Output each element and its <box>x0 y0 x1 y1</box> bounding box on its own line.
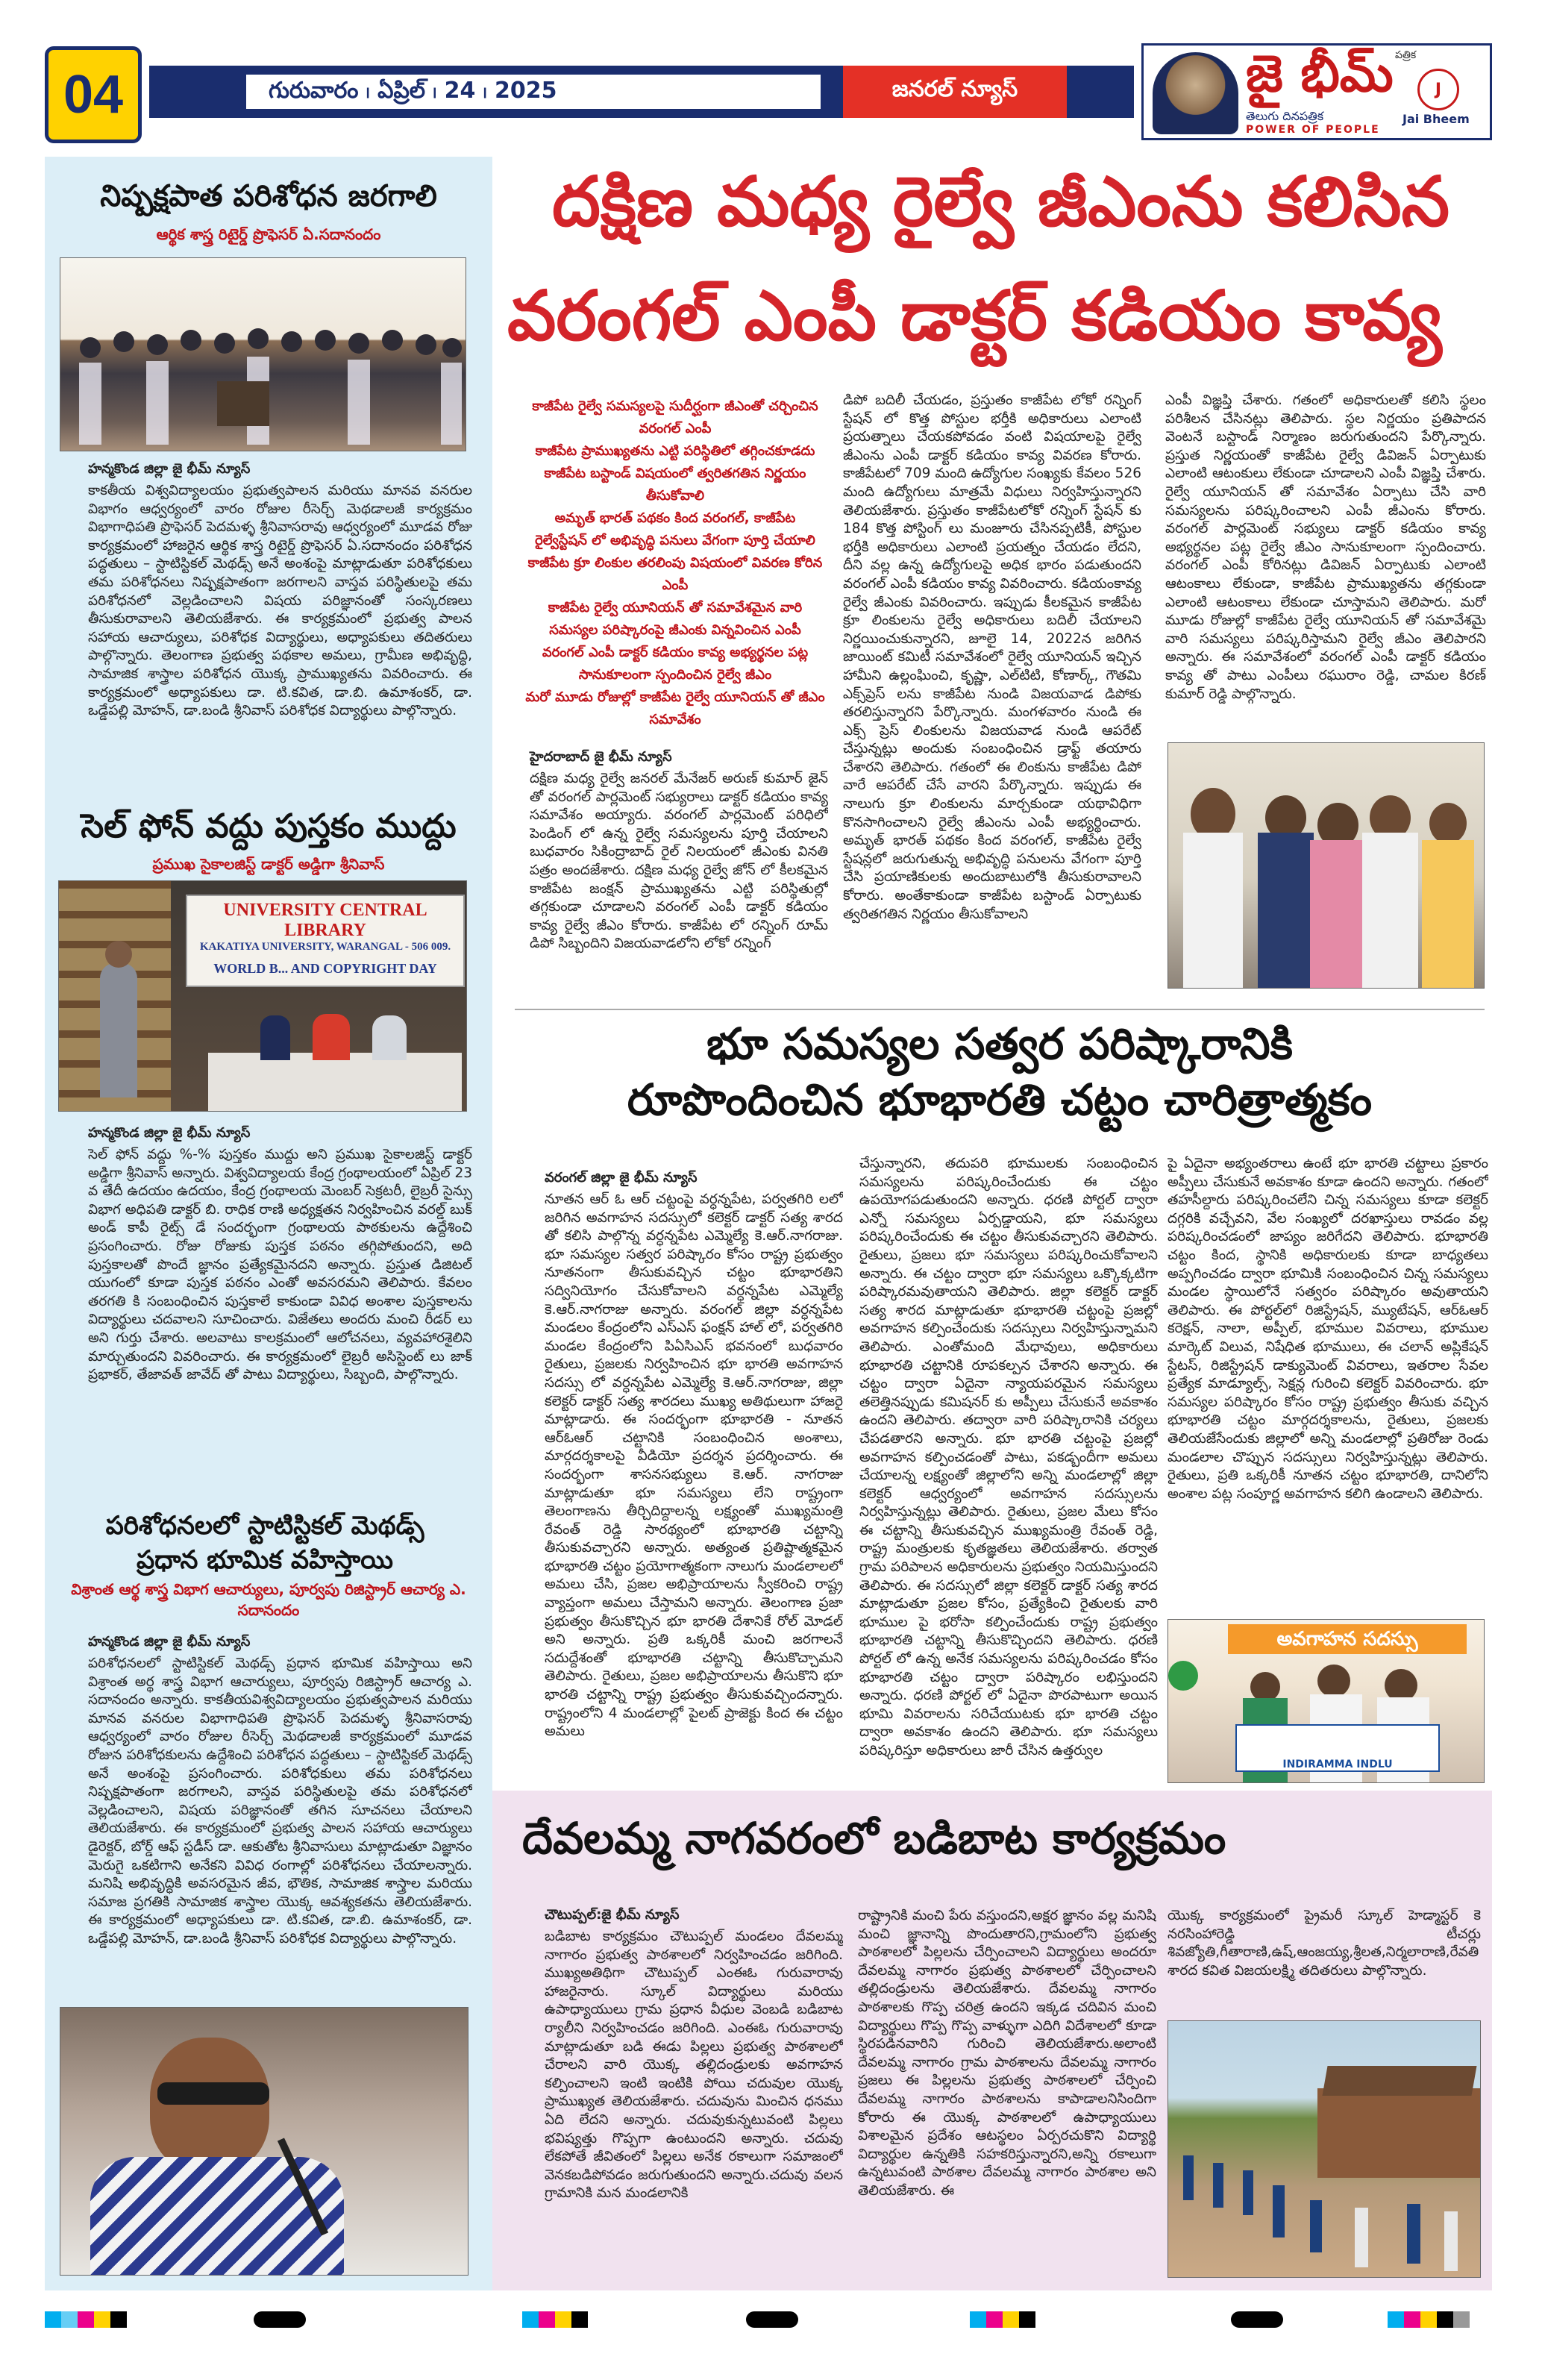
lead-col3: ఎంపీ విజ్ఞప్తి చేశారు. గతంలో అధికారులతో కలిసి స్థలం పరిశీలన చేసినట్లు తెలిపారు. స్థల నిర్ణయం ప్రతిపాదన వెంటనే బస్టాండ్ నిర్మాణం జరుగుతుందని పేర్కొన్నారు. ప్రస్తుత నిర్ణయంతో కాజీపేట రైల్వే డివిజన్ ఏర్పాటుకు ఎలాంటి ఆటంకులు లేకుండా చూడాలని ఎంపీ విజ్ఞప్తి చేశారు. రైల్వే యూనియన్ తో సమావేశం ఏర్పాటు చేసి వారి సమస్యలను పరిష్కరించాలని ఎంపీ జీఎంను కోరారు. వరంగల్ పార్లమెంట్ సభ్యులు డాక్టర్ కడియం కావ్య అభ్యర్థనల పట్ల రైల్వే జీఎం సానుకూలంగా స్పందించారు. వరంగల్ ఎంపీ కోరినట్లు డివిజన్ ఏర్పాటుకు ఎలాంటి ఆటంకాలు లేకుండా, కాజీపేట ప్రాముఖ్యతను తగ్గకుండా ఎలాంటి ఆటంకాలు లేకుండా చూస్తామని తెలిపారు. మరో మూడు రోజుల్లో కాజీపేట రైల్వే యూనియన్ తో సమావేశమై వారి సమస్యలు పరిష్కరిస్తామని రైల్వే జీఎం తెలిపారని అన్నారు. ఈ సమావేశంలో వరంగల్ ఎంపీ డాక్టర్ కడియం కావ్య తో పాటు ఎంపీలు రఘురాం రెడ్డి, చామల కిరణ్ కుమార్ రెడ్డి పాల్గొన్నారు. <box>1165 392 1486 702</box>
third-col1: బడిబాట కార్యక్రమం చౌటుప్పల్ మండలం దేవలమ్మ నాగారం ప్రభుత్వ పాఠశాలలో నిర్వహించడం జరిగింది. ముఖ్యఅతిథిగా చౌటుప్పల్ ఎంఈఓ గురువారావు హాజరైనారు. స్కూల్ విద్యార్థులు మరియు ఉపాధ్యాయులు గ్రామ ప్రధాన వీధుల వెంబడి బడిబాట ర్యాలీని నిర్వహించడం జరిగింది. ఎంఈఓ గురువారావు మాట్లాడుతూ బడి ఈడు పిల్లలు ప్రభుత్వ పాఠశాలలో చేరాలని వారి యొక్క తల్లిదండ్రులకు అవగాహన కల్పించాలని ఇంటి ఇంటికి పోయి చదువుల యొక్క ప్రాముఖ్యత తెలియజేశారు. చదువును మించిన ధనము ఏది లేదని అన్నారు. చదువుకున్నటువంటి పిల్లలు భవిష్యత్తు గొప్పగా ఉంటుందని అన్నారు. చదువు లేకపోతే జీవితంలో పిల్లలు అనేక రకాలుగా సమాజంలో వెనకబడిపోవడం జరుగుతుందని అన్నారు.చదువు వలన గ్రామానికి మన మండలానికి <box>545 1929 843 2202</box>
sidebar-story3-dateline: హన్మకొండ జిల్లా జై భీమ్ న్యూస్ <box>88 1634 251 1650</box>
color-bar-end <box>1388 2311 1470 2331</box>
divider <box>515 1009 1485 1010</box>
sidebar-story1-byline: ఆర్థిక శాస్త్ర రిటైర్డ్ ప్రొఫెసర్ ఏ.సదానందం <box>156 225 381 243</box>
masthead-badge-label: Jai Bheem <box>1402 112 1470 126</box>
kicker-line: కాజీపేట రైల్వే సమస్యలపై సుదీర్ఘంగా జీఎంతో చర్చించిన వరంగల్ ఎంపీ <box>532 398 818 436</box>
issue-date: గురువారం ၊ ఏప్రిల్ ၊ 24 ၊ 2025 <box>269 77 557 104</box>
masthead-logo: జై భీమ్ <box>1246 45 1394 104</box>
second-headline-line2: రూపొందించిన భూభారతి చట్టం చారిత్రాత్మకం <box>627 1074 1373 1125</box>
registration-mark <box>746 2311 798 2328</box>
masthead-badge-icon: J <box>1417 69 1459 110</box>
mp-meets-gm-photo <box>1168 742 1485 989</box>
masthead-sub: తెలుగు దినపత్రిక <box>1246 109 1324 123</box>
sidebar-story2-body: సెల్ ఫోన్ వద్దు %-% పుస్తకం ముద్దు అని ప్రముఖ సైకాలజిస్ట్ డాక్టర్ అడ్డిగా శ్రీనివాస్ అన్నారు. విశ్వవిద్యాలయ కేంద్ర గ్రంథాలయంలో ఏప్రిల్ 23 వ తేదీ ఉదయం ఉదయం, కేంద్ర గ్రంథాలయ మెంబర్ సెక్రటరీ, లైబ్రరీ సైన్సు విభాగ అధిపతి డాక్టర్ బి. రాధిక రాణి అధ్యక్షతన నిర్వహించిన వరల్డ్ బుక్ అండ్ కాపీ రైట్స్ డే సందర్భంగా గ్రంథాలయ పాఠకులను ఉద్దేశించి ప్రసంగించారు. రోజు రోజుకు పుస్తక పఠనం తగ్గిపోతుందని, అది పుస్తకాలతో పొందే జ్ఞానం ప్రత్యేకమైనదని అన్నారు. ప్రస్తుత డిజిటల్ యుగంలో కూడా పుస్తక పఠనం ఎంతో అవసరమని తెలిపారు. కేవలం తరగతి కి సంబంధించిన పుస్తకాలే కాకుండా వివిధ అంశాల పుస్తకాలను విద్యార్థులు చదవాలని సూచించారు. విజేతలు అందరు మంచి రీడర్ లు అని గుర్తు చేశారు. అలవాటు కాలక్రమంలో ఆలోచనలు, వ్యవహారశైలిని మార్చుతుందని వివరించారు. ఈ కార్యక్రమంలో లైబ్రరీ అసిస్టెంట్ లు జాక్ ప్రభాకర్, తేజావత్ జావేద్ తో పాటు విద్యార్థులు, సిబ్బంది, పాల్గొన్నారు. <box>88 1147 472 1383</box>
kicker-line: వరంగల్ ఎంపీ డాక్టర్ కడియం కావ్య అభ్యర్థనల పట్ల సానుకూలంగా స్పందించిన రైల్వే జీఎం <box>542 645 809 683</box>
lead-dateline: హైదరాబాద్ జై భీమ్ న్యూస్ <box>530 749 672 765</box>
second-col2: చేస్తున్నారని, తదుపరి భూములకు సంబంధించిన సమస్యలను పరిష్కరించేందుకు ఈ చట్టం ఉపయోగపడుతుందని అన్నారు. ధరణి పోర్టల్ ద్వారా ఎన్నో సమస్యలు ఏర్పడ్డాయని, భూ సమస్యలు పరిష్కరించేందుకు ఈ చట్టం తీసుకువచ్చారని తెలిపారు. రైతులు, ప్రజలు భూ సమస్యలు పరిష్కరించుకోవాలని అన్నారు. ఈ చట్టం ద్వారా భూ సమస్యలు ఒక్కొక్కటిగా పరిష్కారమవుతాయని తెలిపారు. జిల్లా కలెక్టర్ డాక్టర్ సత్య శారద మాట్లాడుతూ భూభారతి చట్టంపై ప్రజల్లో అవగాహన కల్పించేందుకు సదస్సులు నిర్వహిస్తున్నామని తెలిపారు. ఎంతోమంది మేధావులు, అధికారులు భూభారతి చట్టానికి రూపకల్పన చేశారని అన్నారు. ఈ చట్టం ద్వారా ఏదైనా న్యాయపరమైన సమస్యలు తలెత్తినప్పుడు కమిషనర్ కు అప్పీలు చేసుకునే అవకాశం ఉందని తెలిపారు. తద్వారా వారి పరిష్కారానికి చర్యలు చేపడతారని అన్నారు. భూ భారతి చట్టంపై ప్రజల్లో అవగాహన కల్పించడంతో పాటు, పకడ్బందీగా అమలు చేయాలన్న లక్ష్యంతో జిల్లాలోని అన్ని మండలాల్లో జిల్లా కలెక్టర్ ఆధ్వర్యంలో అవగాహన సదస్సులను నిర్వహిస్తున్నట్లు తెలిపారు. రైతులు, ప్రజల మేలు కోసం ఈ చట్టాన్ని తీసుకువచ్చిన ముఖ్యమంత్రి రేవంత్ రెడ్డి, రాష్ట్ర మంత్రులకు కృతజ్ఞతలు తెలియజేశారు. తర్వాత గ్రామ పరిపాలన అధికారులను ప్రభుత్వం నియమిస్తుందని తెలిపారు. ఈ సదస్సులో జిల్లా కలెక్టర్ డాక్టర్ సత్య శారద మాట్లాడుతూ ప్రజల కోసం, ప్రత్యేకించి రైతులకు వారి భూముల పై భరోసా కల్పించేందుకు రాష్ట్ర ప్రభుత్వం భూభారతి చట్టాన్ని తీసుకొచ్చిందని తెలిపారు. ధరణి పోర్టల్ లో ఉన్న అనేక సమస్యలను పరిష్కరించడం కోసం భూభారతి చట్టం ద్వారా పరిష్కారం లభిస్తుందని అన్నారు. ధరణి పోర్టల్ లో ఏదైనా పొరపాటుగా అయిన భూమి వివరాలను సరిచేయుటకు భూ భారతి చట్టం ద్వారా అవకాశం ఉందని తెలిపారు. భూ సమస్యలు పరిష్కరిస్తూ అధికారులు జారీ చేసిన ఉత్తర్వుల <box>859 1156 1158 1759</box>
library-banner-title: UNIVERSITY CENTRAL LIBRARY <box>223 901 427 940</box>
library-banner-event: WORLD B... AND COPYRIGHT DAY <box>213 961 437 976</box>
sidebar-story2-headline: సెల్ ఫోన్ వద్దు పుస్తకం ముద్దు <box>81 807 457 845</box>
sidebar-story3-headline: పరిశోధనలలో స్టాటిస్టికల్ మెథడ్స్ ప్రధాన భూమిక వహిస్తాయి <box>105 1511 424 1575</box>
registration-mark <box>1231 2311 1283 2328</box>
sidebar-story1-headline: నిష్పక్షపాత పరిశోధన జరగాలి <box>100 179 437 213</box>
kicker-line: అమృత్ భారత్ పథకం కింద వరంగల్, కాజీపేట <box>554 510 796 526</box>
cheque-distribution-photo <box>1168 1619 1485 1783</box>
lead-kicker <box>522 395 828 731</box>
sidebar-story3-byline: విశ్రాంత ఆర్థ శాస్త్ర విభాగ ఆచార్యులు, పూర్వపు రిజిస్ట్రార్ ఆచార్య ఎ. సదానందం <box>71 1580 466 1619</box>
library-event-photo <box>58 880 467 1112</box>
ambedkar-portrait-icon <box>1153 52 1238 134</box>
lead-headline-line1: దక్షిణ మధ్య రైల్వే జీఎంను కలిసిన <box>552 162 1450 242</box>
page-number: 04 <box>45 46 142 143</box>
cheque-label: INDIRAMMA INDLU <box>1235 1724 1440 1772</box>
masthead-english: POWER OF PEOPLE <box>1246 124 1380 136</box>
third-headline: దేవలమ్మ నాగవరంలో బడిబాట కార్యక్రమం <box>522 1813 1226 1864</box>
library-banner-subtitle: KAKATIYA UNIVERSITY, WARANGAL - 506 009. <box>199 941 451 953</box>
lead-col2: డిపో బదిలీ చేయడం, ప్రస్తుతం కాజీపేట లోకో రన్నింగ్ స్టేషన్ లో కొత్త పోస్టుల భర్తీకి అధికారులు ఎలాంటి ప్రయత్నాలు చేయకపోవడం వంటి విషయాలపై రైల్వే జీఎంను ఎంపీ డాక్టర్ కడియం కావ్య వివరణ కోరారు. కాజీపేటలో 709 మంది ఉద్యోగుల సంఖ్యకు కేవలం 526 మంది ఉద్యోగులు మాత్రమే విధులు నిర్వహిస్తున్నారని తెలియజేశారు. ప్రస్తుతం కాజీపేటలోకో రన్నింగ్ స్టేషన్ కు 184 కొత్త పోస్టింగ్ లు మంజూరు చేసినప్పటికీ, పోస్టుల భర్తీకి అధికారులు ఎలాంటి ప్రయత్నం చేయడం లేదని, దీని వల్ల ఉన్న ఉద్యోగులపై అధిక భారం పడుతుందని వరంగల్ ఎంపీ కడియం కావ్య వివరించారు. కడియంకావ్య రైల్వే జీఎంకు వివరించారు. ఇప్పుడు కీలకమైన కాజీపేట క్రూ లింకులను రైల్వే అధికారులు బదిలీ చేయాలని నిర్ణయించుకున్నారని, జూలై 14, 2022న జరిగిన జాయింట్ కమిటీ సమావేశంలో రైల్వే యూనియన్ ఇచ్చిన హామీని ఉల్లంఘించి, కృష్ణా, ఎల్‌టిటి, కోణార్క్, గౌతమి ఎక్స్‌ప్రెస్ లను కాజీపేట నుండి విజయవాడ డిపోకు తరలిస్తున్నారని పేర్కొన్నారు. మంగళవారం నుండి ఈ ఎక్స్ ప్రెస్ లింకులను విజయవాడ నుండి ఆపరేట్ చేస్తున్నట్లు అందుకు సంబంధించిన డ్రాఫ్ట్ తయారు చేశారని తెలిపారు. గతంలో ఈ లింకును కాజీపేట డిపో వారే ఆపరేట్ చేసే వారని పేర్కొన్నారు. ఇప్పుడు ఈ నాలుగు క్రూ లింకులను మార్చకుండా యథావిధిగా కొనసాగించాలని రైల్వే జీఎంను ఎంపీ అభ్యర్థించారు. అమృత్ భారత్ పథకం కింద వరంగల్, కాజీపేట రైల్వే స్టేషన్లలో జరుగుతున్న అభివృద్ధి పనులను వేగంగా పూర్తి చేసి ప్రయాణికులకు అందుబాటులోకి తీసుకురావాలని కోరారు. అంతేకాకుండా కాజీపేట బస్టాండ్ ఏర్పాటుకు త్వరితగతిన నిర్ణయం తీసుకోవాలని <box>843 392 1141 922</box>
sidebar-story1-body: కాకతీయ విశ్వవిద్యాలయం ప్రభుత్వపాలన మరియు మానవ వనరుల విభాగం ఆధ్వర్యంలో వారం రోజుల రీసెర్చ్ మెథడాలజీ కార్యక్రమం విభాగాధిపతి ప్రొఫెసర్ పెదమళ్ళ శ్రీనివాసరావు ఆధ్వర్యంలో మూడవ రోజు కార్యక్రమంలో హాజరైన ఆర్థిక శాస్త్ర రిటైర్డ్ ప్రొఫెసర్ ఏ.సదానందం పరిశోధన పద్ధతులు – స్టాటిస్టికల్ మెథడ్స్ అనే అంశంపై మాట్లాడుతూ పరిశోధకులు తమ పరిశోధనలు నిష్పక్షపాతంగా జరగాలని వాస్తవ పరిస్థితులపై తమ పరిశోధనలో వెల్లడించాలని విషయ పరిజ్ఞానంతో సంస్కరణలు తీసుకురావాలని తెలియజేశారు. ఈ కార్యక్రమంలో ప్రభుత్వ పాలన సహాయ ఆచార్యులు, పరిశోధక విద్యార్థులు, అధ్యాపకులు తదితరులు పాల్గొన్నారు. తెలంగాణ ప్రభుత్వ పథకాల అమలు, గ్రామీణ అభివృద్ధి, సామాజిక శాస్త్రాల పరిశోధన యొక్క ప్రాముఖ్యతను వివరించారు. ఈ కార్యక్రమంలో అధ్యాపకులు డా. టి.కవిత, డా.బి. ఉమాశంకర్, డా. ఒడ్డేపల్లి మోహన్, డా.బండి శ్రీనివాస్ పరిశోధక విద్యార్థులు పాల్గొన్నారు. <box>88 483 472 719</box>
awareness-banner: అవగాహన సదస్సు <box>1228 1624 1467 1654</box>
section-label: జనరల్ న్యూస్ <box>843 66 1067 118</box>
lead-headline-line2: వరంగల్ ఎంపీ డాక్టర్ కడియం కావ్య <box>507 276 1442 356</box>
kicker-line: మరో మూడు రోజుల్లో కాజీపేట రైల్వే యూనియన్ తో జీఎం సమావేశం <box>525 689 825 727</box>
third-dateline: చౌటుప్పల్:జై భీమ్ న్యూస్ <box>545 1907 680 1923</box>
color-bar-left <box>45 2311 127 2331</box>
third-col3: యొక్క కార్యక్రమంలో ప్రైమరీ స్కూల్ హెడ్మాస్టర్ కె నరసింహారెడ్డి టీచర్లు శివజ్యోతి,గీతారాణి,ఉష్,ఆంజయ్య,శ్రీలత,నిర్మలారాణి,రేవతి శారద కవిత విజయలక్ష్మి తదితరులు పాల్గొన్నారు. <box>1168 1908 1481 1979</box>
second-headline-line1: భూ సమస్యల సత్వర పరిష్కారానికి <box>706 1018 1293 1069</box>
second-dateline: వరంగల్ జిల్లా జై భీమ్ న్యూస్ <box>545 1170 698 1186</box>
faculty-group-photo <box>60 257 466 451</box>
second-col3: పై ఏదైనా అభ్యంతరాలు ఉంటే భూ భారతి చట్టాలు ప్రకారం అప్పీలు చేసుకునే అవకాశం కూడా ఉందని అన్నారు. గతంలో తహసీల్దారు పరిష్కరించలేని చిన్న సమస్యలు కూడా కలెక్టర్ దగ్గరికి వచ్చేవని, వేల సంఖ్యలో దరఖాస్తులు రావడం వల్ల పరిష్కరించడంలో జాప్యం జరిగేదని తెలిపారు. భూభారతి చట్టం కింద, స్థానికి అధికారులకు కూడా బాధ్యతలు అప్పగించడం ద్వారా భూమికి సంబంధించిన చిన్న సమస్యలు మండల స్థాయిలోనే సత్వరం పరిష్కారం అవుతాయని తెలిపారు. ఈ పోర్టల్‌లో రిజిస్ట్రేషన్, మ్యుటేషన్, ఆర్ఓఆర్ కరెక్షన్, నాలా, అప్పీల్, భూముల వివరాలు, భూముల మార్కెట్ విలువ, నిషేధిత భూములు, ఈ చలాన్ అప్లికేషన్ స్టేటస్, రిజిస్ట్రేషన్ డాక్యుమెంట్ వివరాలు, ఇతరాల సేవల ప్రత్యేక మాడ్యూల్స్, సెక్షన్ల గురించి కలెక్టర్ వివరించారు. భూ సమస్యల పరిష్కారం కోసం రాష్ట్ర ప్రభుత్వం తీసుకు వచ్చిన భూభారతి చట్టం మార్గదర్శకాలను, రైతులు, ప్రజలకు తెలియజేసేందుకు జిల్లాలో అన్ని మండలాల్లో ప్రతిరోజు రెండు మండలాల చొప్పున సదస్సులు నిర్వహిస్తున్నట్లు తెలిపారు. రైతులు, ప్రతి ఒక్కరికీ నూతన చట్టం భూభారతి, దానిలోని అంశాల పట్ల సంపూర్ణ అవగాహన కలిగి ఉండాలని తెలిపారు. <box>1168 1156 1488 1502</box>
sidebar-story2-byline: ప్రముఖ సైకాలజిస్ట్ డాక్టర్ అడ్డిగా శ్రీనివాస్ <box>152 855 385 873</box>
second-col1: నూతన ఆర్ ఓ ఆర్ చట్టంపై వర్ధన్నపేట, పర్వతగిరి లలో జరిగిన అవగాహన సదస్సులో కలెక్టర్ డాక్టర్ సత్య శారద తో కలిసి పాల్గొన్న వర్ధన్నపేట ఎమ్మెల్యే కె.ఆర్.నాగరాజు. భూ సమస్యల సత్వర పరిష్కారం కోసం రాష్ట్ర ప్రభుత్వం నూతనంగా తీసుకువచ్చిన చట్టం భూభారతిని సద్వినియోగం చేసుకోవాలని వర్ధన్నపేట ఎమ్మెల్యే కె.ఆర్.నాగరాజు అన్నారు. వరంగల్ జిల్లా వర్ధన్నపేట మండలం కేంద్రంలోని ఎస్ఎస్ ఫంక్షన్ హాల్ లో, పర్వతగిరి మండల కేంద్రంలోని పిఏసిఎస్ భవనంలో బుధవారం రైతులు, ప్రజలకు నిర్వహించిన భూ భారతి అవగాహన సదస్సు లో వర్ధన్నపేట ఎమ్మెల్యే కె.ఆర్.నాగరాజు, జిల్లా కలెక్టర్ డాక్టర్ సత్య శారదలు ముఖ్య అతిథులుగా హాజరై మాట్లాడారు. ఈ సందర్భంగా భూభారతి - నూతన ఆర్ఓఆర్ చట్టానికి సంబంధించిన అంశాలు, మార్గదర్శకాలపై వీడియో ప్రదర్శన ప్రదర్శించారు. ఈ సందర్భంగా శాసనసభ్యులు కె.ఆర్. నాగరాజు మాట్లాడుతూ భూ సమస్యలు లేని రాష్ట్రంగా తెలంగాణను తీర్చిదిద్దాలన్న లక్ష్యంతో ముఖ్యమంత్రి రేవంత్ రెడ్డి సారథ్యంలో భూభారతి చట్టాన్ని తీసుకువచ్చారని అన్నారు. అత్యంత ప్రతిష్టాత్మకమైన భూభారతి చట్టం ప్రయోగాత్మకంగా నాలుగు మండలాలలో అమలు చేసి, ప్రజల అభిప్రాయాలను స్వీకరించి రాష్ట్ర వ్యాప్తంగా అమలు చేస్తామని అన్నారు. తెలంగాణ ప్రజా ప్రభుత్వం తీసుకొచ్చిన భూ భారతి దేశానికే రోల్ మోడల్ అని అన్నారు. ప్రతి ఒక్కరికీ మంచి జరగాలనే సదుద్దేశంతో భూభారతి చట్టాన్ని తీసుకొచ్చామని తెలిపారు. రైతులు, ప్రజల అభిప్రాయాలను తీసుకొని భూ భారతి చట్టాన్ని రాష్ట్ర ప్రభుత్వం తీసుకువచ్చిందన్నారు. రాష్ట్రంలోని 4 మండలాల్లో పైలట్ ప్రాజెక్టు కింద ఈ చట్టం అమలు <box>545 1191 843 1740</box>
color-bar-right <box>970 2311 1035 2331</box>
lead-col1: దక్షిణ మధ్య రైల్వే జనరల్ మేనేజర్ అరుణ్ కుమార్ జైన్ తో వరంగల్ పార్లమెంట్ సభ్యురాలు డాక్టర్ కడియం కావ్య సమావేశం అయ్యారు. వరంగల్ పార్లమెంట్ పరిధిలో పెండింగ్ లో ఉన్న రైల్వే సమస్యలను పూర్తి చేయాలని బుధవారం సికింద్రాబాద్ రైల్ నిలయంలో జీఎంకు వినతి పత్రం అందజేశారు. దక్షిణ మధ్య రైల్వే జోన్ లో కీలకమైన కాజీపేట జంక్షన్ ప్రాముఖ్యతను ఎట్టి పరిస్థితుల్లో తగ్గకుండా చూడాలని వరంగల్ ఎంపీ డాక్టర్ కడియం కావ్య రైల్వే జీఎం కోరారు. కాజీపేట లో రన్నింగ్ రూమ్ డిపో సిబ్బందిని విజయవాడలోని లోకో రన్నింగ్ <box>530 771 828 952</box>
professor-portrait-photo <box>60 2007 468 2276</box>
registration-mark <box>254 2311 306 2328</box>
masthead-tagline: పత్రిక <box>1395 49 1417 61</box>
rally-photo <box>1168 2020 1481 2278</box>
kicker-line: కాజీపేట రైల్వే యూనియన్ తో సమావేశమైన వారి సమస్యల పరిష్కారంపై జీఎంకు విన్నవించిన ఎంపీ <box>548 600 803 638</box>
color-bar-mid <box>522 2311 588 2331</box>
sidebar-story1-dateline: హన్మకొండ జిల్లా జై భీమ్ న్యూస్ <box>88 461 251 477</box>
kicker-line: కాజీపేట ప్రాముఖ్యతను ఎట్టి పరిస్థితిలో తగ్గించకూడదు <box>535 443 815 459</box>
third-col2: రాష్ట్రానికి మంచి పేరు వస్తుందని,అక్షర జ్ఞానం వల్ల మనిషి మంచి జ్ఞానాన్ని పొందుతారని,గ్రామంలోని ప్రభుత్వ పాఠశాలలో పిల్లలను చేర్పించాలని విద్యార్థులు అందరూ దేవలమ్మ నాగారం ప్రభుత్వ పాఠశాలలో చేర్పించాలని తల్లిదండ్రులను తెలియజేశారు. దేవలమ్మ నాగారం పాఠశాలకు గొప్ప చరిత్ర ఉందని ఇక్కడ చదివిన మంచి విద్యార్థులు గొప్ప గొప్ప వాళ్ళుగా ఎదిగి విదేశాలలో కూడా స్థిరపడినవారిని గురించి తెలియజేశారు.అలాంటి దేవలమ్మ నాగారం గ్రామ పాఠశాలను దేవలమ్మ నాగారం ప్రజలు ఈ పిల్లలను ప్రభుత్వ పాఠశాలలో చేర్పించి దేవలమ్మ నాగారం పాఠశాలను కాపాడాలనిసిందిగా కోరారు ఈ యొక్క పాఠశాలలో ఉపాధ్యాయులు విశాలమైన ప్రదేశం ఆటస్థలం ఏర్పరచుకొని విద్యార్థి విద్యార్థుల ఉన్నతికి సహకరిస్తున్నారని,అన్ని రకాలుగా ఉన్నటువంటి పాఠశాల దేవలమ్మ నాగారం పాఠశాల అని తెలియజేశారు. ఈ <box>858 1908 1156 2199</box>
kicker-line: రైల్వేస్టేషన్ లో అభివృద్ధి పనులు వేగంగా పూర్తి చేయాలి <box>535 533 815 548</box>
kicker-line: కాజీపేట క్రూ లింకుల తరలింపు విషయంలో వివరణ కోరిన ఎంపీ <box>527 555 823 593</box>
sidebar-story3-body: పరిశోధనలలో స్టాటిస్టికల్ మెథడ్స్ ప్రధాన భూమిక వహిస్తాయి అని విశ్రాంత అర్థ శాస్త్ర విభాగ ఆచార్యులు, పూర్వపు రిజిస్ట్రార్ ఆచార్య ఎ. సదానందం అన్నారు. కాకతీయవిశ్వవిద్యాలయం ప్రభుత్వపాలన మరియు మానవ వనరుల విభాగాధిపతి ప్రొఫెసర్ పెదమళ్ళ శ్రీనివాసరావు ఆధ్వర్యంలో వారం రోజుల రీసెర్చ్ మెథడాలజీ కార్యక్రమంలో మూడవ రోజున పరిశోధకులను ఉద్దేశించి పరిశోధన పద్ధతులు – స్టాటిస్టికల్ మెథడ్స్ అనే అంశంపై ప్రసంగించారు. పరిశోధకులు తమ పరిశోధనలు నిష్పక్షపాతంగా జరగాలని, వాస్తవ పరిస్థితులపై తమ పరిశోధనలో వెల్లడించాలని, విషయ పరిజ్ఞానంతో తగిన సూచనలు చేయాలని తెలియజేశారు. ఈ కార్యక్రమంలో ప్రభుత్వ పాలన సహాయ ఆచార్యులు డైరెక్టర్, బోర్డ్ ఆఫ్ స్టడీస్ డా. ఆకుతోట శ్రీనివాసులు మాట్లాడుతూ విజ్ఞానం మెరుగై ఒకటిగాని అనేకని వివిధ రంగాల్లో పరిశోధనలు చేయాలన్నారు. మనిషి అభివృద్ధికి అవసరమైన జీవ, భౌతిక, సామాజిక శాస్త్రాల మరియు సమాజ ప్రగతికి సామాజిక శాస్త్రాల యొక్క ఆవశ్యకతను తెలియజేశారు. ఈ కార్యక్రమంలో అధ్యాపకులు డా. టి.కవిత, డా.బి. ఉమాశంకర్, డా. ఒడ్డేపల్లి మోహన్, డా.బండి శ్రీనివాస్ పరిశోధక విద్యార్థులు పాల్గొన్నారు. <box>88 1656 472 1947</box>
kicker-line: కాజీపేట బస్టాండ్ విషయంలో త్వరితగతిన నిర్ణయం తీసుకోవాలి <box>544 466 806 504</box>
sidebar-story2-dateline: హన్మకొండ జిల్లా జై భీమ్ న్యూస్ <box>88 1125 251 1141</box>
